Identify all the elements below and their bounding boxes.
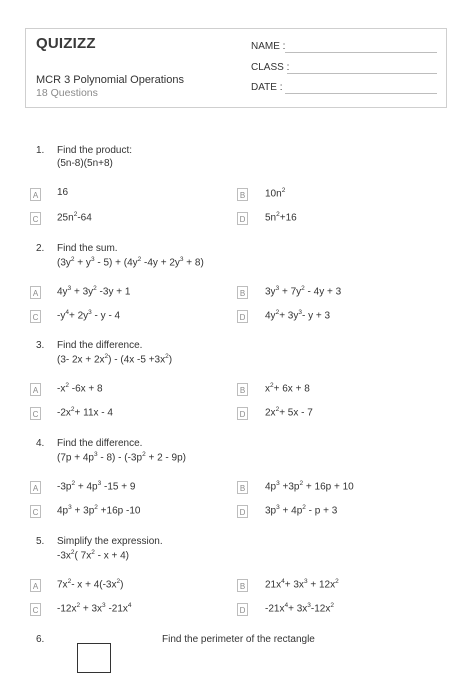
option-letter-c[interactable]: C	[30, 505, 41, 518]
option-text[interactable]: 16	[57, 187, 69, 198]
question-expression: $(3y^2 + y^3 - 5) + (4y^2$ $-4y + 2y^3 + 8$)	[57, 256, 204, 269]
option-text[interactable]: $3p^3 + 4p^2 - p + 3$	[265, 504, 338, 517]
option-text[interactable]: $2x^2+ 5x - 7$	[265, 406, 313, 419]
option-letter-a[interactable]: A	[30, 481, 41, 494]
option-letter-d[interactable]: D	[237, 310, 248, 323]
question-expression: $(7p + 4p^3 - 8) - (-3p^2 + 2 - 9p)$	[57, 451, 186, 464]
quizizz-logo: QUIZIZZ	[36, 35, 96, 52]
option-text[interactable]: $-y^4+ 2y^3 - y - 4$	[57, 309, 121, 322]
option-letter-b[interactable]: B	[237, 286, 248, 299]
option-text[interactable]: $7x^2-$ $x + 4(-3x^2)$	[57, 578, 124, 591]
option-text[interactable]: $4y^2+ 3y^3-$ y + 3	[265, 309, 331, 322]
option-letter-d[interactable]: D	[237, 212, 248, 225]
question-number: 1.	[36, 145, 45, 156]
option-text[interactable]: $4p^3 +3p^2 + 16p + 10$	[265, 480, 354, 493]
worksheet-title: MCR 3 Polynomial Operations	[36, 74, 184, 86]
question-expression: (5n-8)(5n+8)	[57, 158, 113, 169]
question-prompt: Find the sum.	[57, 243, 118, 254]
question-number: 3.	[36, 340, 45, 351]
option-letter-a[interactable]: A	[30, 188, 41, 201]
option-letter-c[interactable]: C	[30, 310, 41, 323]
option-letter-d[interactable]: D	[237, 603, 248, 616]
question-number: 2.	[36, 243, 45, 254]
option-letter-c[interactable]: C	[30, 212, 41, 225]
question-prompt: Find the difference.	[57, 340, 143, 351]
question-number: 6.	[36, 634, 45, 645]
option-text[interactable]: $-21x^4+ 3x^3-12x^2$	[265, 602, 334, 615]
name-line	[285, 52, 437, 53]
question-prompt: Find the perimeter of the rectangle	[162, 634, 315, 645]
option-text[interactable]: $25n^2-64$	[57, 211, 92, 224]
question-number: 5.	[36, 536, 45, 547]
name-label: NAME :	[251, 41, 286, 52]
option-text[interactable]: $21x^4+ 3x^3 + 12x^2$	[265, 578, 339, 591]
class-line	[287, 73, 437, 74]
option-text[interactable]: $3y^3 + 7y^2 - 4y + 3$	[265, 285, 342, 298]
option-letter-c[interactable]: C	[30, 603, 41, 616]
option-letter-d[interactable]: D	[237, 505, 248, 518]
class-label: CLASS :	[251, 62, 290, 73]
question-expression: (3- $2x + 2x^2) - (4x$ $-5 +3x^2$)	[57, 353, 173, 366]
question-number: 4.	[36, 438, 45, 449]
option-letter-d[interactable]: D	[237, 407, 248, 420]
question-prompt: Find the product:	[57, 145, 133, 156]
question-prompt: Find the difference.	[57, 438, 143, 449]
option-letter-b[interactable]: B	[237, 188, 248, 201]
date-line	[285, 93, 437, 94]
option-text[interactable]: $4y^3 + 3y^2$ -3y + 1	[57, 285, 131, 298]
question-count: 18 Questions	[36, 87, 98, 99]
question-expression: $-3x^2$( $7x^2 - x + 4$)	[57, 549, 130, 562]
option-text[interactable]: $x^2+ 6x + 8$	[265, 382, 310, 395]
date-label: DATE :	[251, 82, 283, 93]
option-letter-b[interactable]: B	[237, 481, 248, 494]
option-text[interactable]: $5n^2+16$	[265, 211, 297, 224]
option-letter-a[interactable]: A	[30, 286, 41, 299]
option-text[interactable]: $-12x^2 + 3x^3$ $-21x^4$	[57, 602, 132, 615]
option-letter-b[interactable]: B	[237, 579, 248, 592]
option-text[interactable]: $-x^2$ -6x + 8	[57, 382, 103, 395]
option-letter-a[interactable]: A	[30, 579, 41, 592]
option-text[interactable]: $-2x^2+ 11x - 4$	[57, 406, 113, 419]
option-text[interactable]: $10n^2$	[265, 187, 286, 200]
option-letter-c[interactable]: C	[30, 407, 41, 420]
rectangle-figure	[77, 643, 111, 673]
question-prompt: Simplify the expression.	[57, 536, 163, 547]
option-text[interactable]: $-3p^2 + 4p^3$ -15 + 9	[57, 480, 136, 493]
option-letter-b[interactable]: B	[237, 383, 248, 396]
option-text[interactable]: $4p^3 + 3p^2 +16p$ -10	[57, 504, 141, 517]
option-letter-a[interactable]: A	[30, 383, 41, 396]
